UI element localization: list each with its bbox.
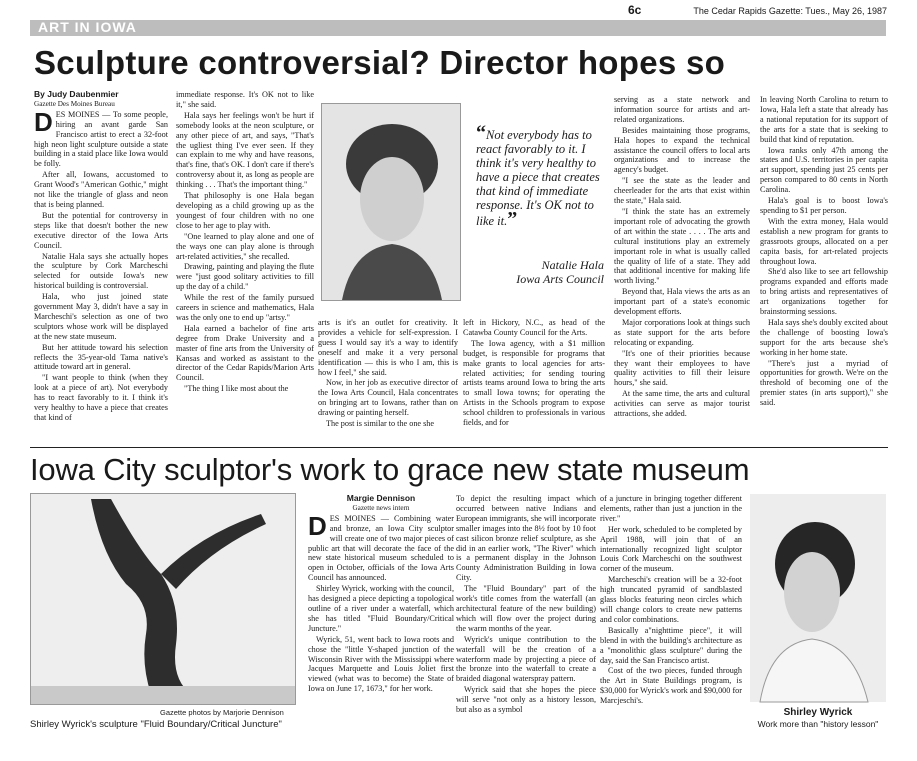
paragraph: Hala, who just joined state government May 3, didn't have a say in Marcheschi's selection as one of two sculptors whose work will be displayed at the new state museum. <box>34 292 168 341</box>
paragraph: "There's just a myriad of opportunities for growth. We're on the threshold of becoming one of the premier states (in arts support)," she said. <box>760 358 888 408</box>
sculpture-photo <box>30 493 296 705</box>
natalie-hala-photo <box>321 103 461 301</box>
story1-col3-text <box>318 318 458 429</box>
paragraph: The "Fluid Boundary" part of the work's title comes from the waterfall (an architectural feature of the new building) which will flow over the project during the warm months of the year. <box>456 584 596 633</box>
story1-column-2 <box>176 90 314 440</box>
paragraph: To depict the resulting impact which occurred between native Indians and European immigrants, she will incorporate smaller images into the 8½ foot by 10 foot cast silicon bronze relief sculpture, as she did in an earlier work, "The River" which is a permanent display in the Johnson County Administration Building in Iowa City. <box>456 494 596 583</box>
paragraph: Hala says her feelings won't be hurt if somebody looks at the neon sculpture, or any other piece of art, and says, "That's the ugliest thing I've ever seen. If they can explain to me why and have reasons, that's fine, that's OK. I don't care if there's controversy about it, as long as people are thinking . . . That's the important thing." <box>176 110 314 190</box>
paragraph: left in Hickory, N.C., as head of the Catawba County Council for the Arts. <box>463 318 605 337</box>
portrait-icon <box>322 104 460 300</box>
section-banner <box>30 20 886 36</box>
paragraph: She'd also like to see art fellowship programs expanded and efforts made to bring artists and representatives of art organizations together for brainstorming sessions. <box>760 267 888 317</box>
section-title: ART IN IOWA <box>38 19 137 35</box>
paragraph: Beyond that, Hala views the arts as an important part of a state's economic development efforts. <box>614 287 750 317</box>
story1-col6-text <box>760 95 888 408</box>
sculpture-caption: Shirley Wyrick's sculpture "Fluid Boundary/Critical Juncture" <box>30 719 282 730</box>
shirley-wyrick-photo <box>750 494 886 702</box>
pull-quote: “Not everybody has to react favorably to it. I think it's very healthy to have a piece that creates that kind of immediate response. It's OK not to like it.” <box>476 122 600 230</box>
paragraph: In leaving North Carolina to return to Iowa, Hala left a state that already has a national reputation for its support of the arts for a state that is seeking to build that kind of reputation. <box>760 95 888 144</box>
paragraph: serving as a state network and information source for artists and art-related organizations. <box>614 95 750 124</box>
sculpture-icon <box>31 494 295 704</box>
story1-col4-text <box>463 318 605 428</box>
paragraph: Major corporations look at things such as state support for the arts before relocating or expanding. <box>614 317 750 347</box>
story1-column-1 <box>34 89 168 422</box>
paragraph: Shirley Wyrick, working with the council, has designed a piece depicting a topological outline of a river under a waterfall, which she has titled "Fluid Boundary/Critical Juncture." <box>308 584 454 633</box>
drop-cap: D <box>308 510 327 541</box>
paragraph: The Iowa agency, with a $1 million budget, is responsible for programs that make grants to local agencies for arts-related activities; for sending touring artists teams around Iowa to bring the arts to small Iowa towns; for operating the Artists in the Schools program to expose school children to professionals in various fields, and for <box>463 338 605 428</box>
quote-name: Natalie Hala <box>541 258 604 272</box>
story1-column-5 <box>614 95 750 445</box>
paragraph: Hala earned a bachelor of fine arts degree from Drake University and a master of fine arts from the University of Kansas and worked as assistant to the director of the Cedar Rapids/Marion Arts Council. <box>176 323 314 383</box>
story2-column-3 <box>600 494 742 744</box>
story2-column-1 <box>308 494 454 744</box>
page-number: 6c <box>628 3 642 17</box>
story1-headline: Sculpture controversial? Director hopes so <box>34 44 726 81</box>
paragraph: "I think the state has an extremely important role of advocating the growth of art within the state . . . . The arts and cultural institutions play an extremely important role in what is usually called the quality of life of a state. They add that additional incentive for making life worth living." <box>614 206 750 286</box>
paragraph: Marcheschi's creation will be a 32-foot high truncated pyramid of sandblasted glass blocks featuring neon circles which will change colors to create new patterns and color combinations. <box>600 575 742 624</box>
paragraph: "It's one of their priorities because they want their employees to have quality activities to fill their leisure hours," she said. <box>614 348 750 388</box>
paragraph: "I want people to think (when they look at a piece of art). Not everybody has to react favorably to it. I think it's very healthy to have a piece that creates that kind of <box>34 373 168 422</box>
portrait-caption: Work more than "history lesson" <box>757 719 879 729</box>
paragraph: DES MOINES — To some people, hiring an avant garde San Francisco artist to erect a 32-foot high neon light sculpture outside a state building in a staid place like Iowa would be folly. <box>34 106 168 169</box>
paragraph: But the potential for controversy in steps like that doesn't bother the new executive director of the Iowa Arts Council. <box>34 210 168 250</box>
paragraph: "One learned to play alone and one of the ways one can play alone is through art-related activities," she recalled. <box>176 231 314 261</box>
paragraph: Basically a"nighttime piece", it will blend in with the building's architecture as a "monolithic glass sculpture" during the day, said the San Francisco artist. <box>600 625 742 665</box>
paragraph: Wyrick's unique contribution to the waterfall will be the creation of a waterform made by projecting a piece of the bronze into the waterfall to create a braided diagonal waterspray pattern. <box>456 634 596 684</box>
paragraph: But her attitude toward his selection reflects the 35-year-old Tama native's attitude toward art in general. <box>34 342 168 372</box>
paragraph: Wyrick said that she hopes the piece will serve "not only as a history lesson, but also as a symbol <box>456 685 596 715</box>
paragraph: Wyrick, 51, went back to Iowa roots and chose the "little Y-shaped junction of the Wisconsin River with the Mississippi where Jacques Marquette and Louis Joliet first viewed (what was to become) the State of Iowa on June 17, 1673," for her work. <box>308 634 454 694</box>
paragraph: of a juncture in bringing together different elements, rather than just a junction in the river." <box>600 494 742 523</box>
paragraph: Iowa ranks only 47th among the states and U.S. territories in per capita art support, spending just 25 cents per person compared to 80 cents in North Carolina. <box>760 145 888 195</box>
story1-col2-text <box>176 90 314 394</box>
story2-byline: Margie Dennison <box>346 493 416 503</box>
paragraph: Hala says she's doubly excited about the challenge of boosting Iowa's support for the arts because she's working in her home state. <box>760 317 888 357</box>
story2-col3-text <box>600 494 742 706</box>
paragraph: immediate response. It's OK not to like it," she said. <box>176 90 314 109</box>
story1-column-3 <box>318 318 458 443</box>
story1-byline: By Judy Daubenmier <box>34 89 119 99</box>
paragraph: That philosophy is one Hala began developing as a child growing up as the youngest of four children with no one close to her age to play with. <box>176 191 314 230</box>
paragraph: "The thing I like most about the <box>184 384 289 394</box>
paragraph: Cost of the two pieces, funded through the Art in State Buildings program, is $30,000 for Wyrick's work and $90,000 for Marcjeschi's. <box>600 666 742 706</box>
paragraph: Her work, scheduled to be completed by April 1988, will join that of an internationally recognized light sculptor Louis Cork Marcheschi on the southwest corner of the museum. <box>600 524 742 574</box>
paragraph: With the extra money, Hala would establish a new program for grants to grassroots groups, allocated on a per capita basis, for art-related projects throughout Iowa. <box>760 216 888 266</box>
portrait-name: Shirley Wyrick <box>783 707 853 718</box>
paragraph: DES MOINES — Combining water and bronze, an Iowa City sculptor will create one of two major pieces of public art that will decorate the face of the new state historical museum scheduled to open in October, officials of the Iowa Arts Council has announced. <box>308 510 454 583</box>
photo-credit: Gazette photos by Marjorie Dennison <box>160 708 284 717</box>
paragraph: "I see the state as the leader and cheerleader for the arts that exist within the state," Hala said. <box>614 176 750 206</box>
paragraph: arts is it's an outlet for creativity. It provides a vehicle for self-expression. I guess I would say it's a way to identify oneself and make it a very personal identification — this is who I am, this is how I feel," she said. <box>318 318 458 377</box>
story1-column-6 <box>760 95 888 445</box>
story1-column-4 <box>463 318 605 443</box>
story2-col2-text <box>456 494 596 715</box>
portrait-icon <box>750 494 886 702</box>
story1-col5-text <box>614 95 750 419</box>
paper-dateline: The Cedar Rapids Gazette: Tues., May 26, 1987 <box>693 6 887 16</box>
paragraph: While the rest of the family pursued careers in science and mathematics, Hala was the only one to end up "artsy." <box>176 293 314 322</box>
paragraph: Natalie Hala says she actually hopes the sculpture by Cork Marcheschi selected for outside Iowa's new historical building is controversial. <box>34 251 168 291</box>
story1-bureau: Gazette Des Moines Bureau <box>34 99 115 108</box>
story2-column-2 <box>456 494 596 744</box>
story2-col1-text <box>308 510 454 694</box>
story2-headline: Iowa City sculptor's work to grace new state museum <box>30 452 750 487</box>
story1-col1-text <box>34 106 168 423</box>
paragraph: Drawing, painting and playing the flute were "just good solitary activities to fill up the day of a child." <box>176 262 314 292</box>
paragraph: Besides maintaining those programs, Hala hopes to expand the technical assistance the council offers to local arts organizations and to increase the agency's budget. <box>614 125 750 175</box>
divider <box>30 447 888 448</box>
story2-bureau: Gazette news intern <box>352 503 410 512</box>
pull-quote-text: Not everybody has to react favorably to it. I think it's very healthy to have a piece that creates that kind of immediate response. It's OK not to like it. <box>476 128 600 228</box>
pull-quote-attribution <box>494 258 604 286</box>
paragraph: After all, Iowans, accustomed to Grant Wood's "American Gothic," might not like the triangle of glass and neon that is being planned. <box>34 170 168 209</box>
paragraph: The post is similar to the one she <box>326 419 435 429</box>
paragraph: Now, in her job as executive director of the Iowa Arts Council, Hala concentrates on bringing art to Iowans, rather than on drawing or painting herself. <box>318 378 458 418</box>
quote-title: Iowa Arts Council <box>516 272 604 286</box>
paragraph: Hala's goal is to boost Iowa's spending to $1 per person. <box>760 196 888 215</box>
paragraph: At the same time, the arts and cultural activities can serve as major tourist attractions, she added. <box>614 389 750 419</box>
drop-cap: D <box>34 106 53 137</box>
